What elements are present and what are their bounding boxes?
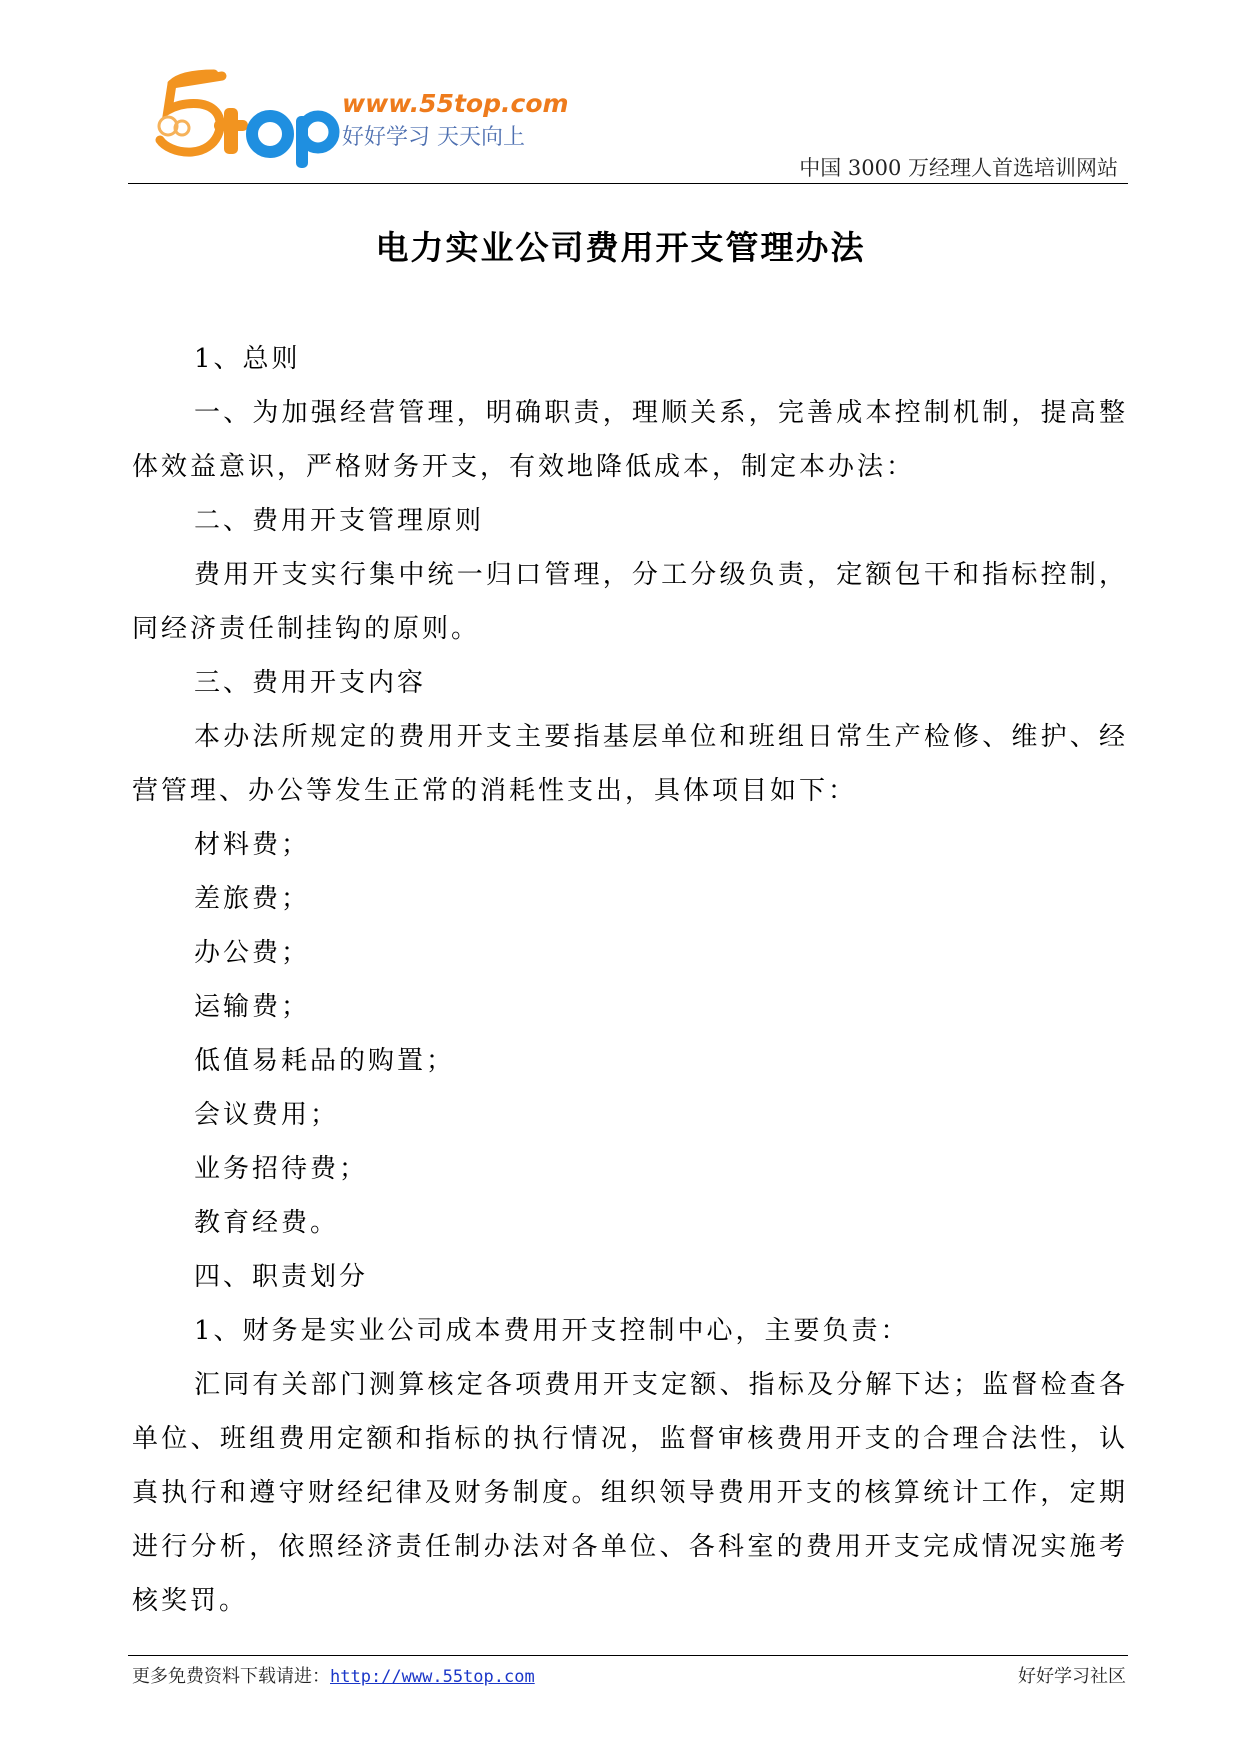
paragraph: 四、职责划分 — [194, 1262, 369, 1292]
list-item: 业务招待费； — [194, 1154, 369, 1184]
logo-url-text: www.55top.com — [342, 89, 569, 118]
footer-community: 好好学习社区 — [1018, 1666, 1126, 1687]
logo-graphic — [146, 66, 666, 178]
list-item: 差旅费； — [194, 884, 311, 914]
paragraph: 1、总则 — [194, 344, 301, 374]
header-divider — [128, 183, 1128, 184]
paragraph: 本办法所规定的费用开支主要指基层单位和班组日常生产检修、维护、经营管理、办公等发生正常的消耗性支出，具体项目如下： — [132, 722, 1128, 806]
list-item: 低值易耗品的购置； — [194, 1046, 456, 1076]
list-item: 教育经费。 — [194, 1208, 340, 1238]
paragraph: 三、费用开支内容 — [194, 668, 427, 698]
page-header — [128, 66, 1128, 184]
document-body — [132, 332, 1128, 1628]
paragraph: 汇同有关部门测算核定各项费用开支定额、指标及分解下达；监督检查各单位、班组费用定额和指标的执行情况，监督审核费用开支的合理合法性，认真执行和遵守财经纪律及财务制度。组织领导费用开支的核算统计工作，定期进行分析，依照经济责任制办法对各单位、各科室的费用开支完成情况实施考核奖罚。 — [132, 1370, 1128, 1616]
footer-divider — [128, 1655, 1128, 1656]
footer-download-note — [132, 1662, 535, 1688]
logo-slogan: 好好学习 天天向上 — [342, 125, 525, 150]
footer-prefix: 更多免费资料下载请进： — [132, 1666, 330, 1687]
paragraph: 一、为加强经营管理，明确职责，理顺关系，完善成本控制机制，提高整体效益意识，严格财务开支，有效地降低成本，制定本办法： — [132, 398, 1128, 482]
list-item: 材料费； — [194, 830, 311, 860]
list-item: 会议费用； — [194, 1100, 340, 1130]
footer-link[interactable]: http://www.55top.com — [330, 1667, 535, 1687]
list-item: 运输费； — [194, 992, 311, 1022]
paragraph: 二、费用开支管理原则 — [194, 506, 485, 536]
paragraph: 费用开支实行集中统一归口管理，分工分级负责，定额包干和指标控制，同经济责任制挂钩的原则。 — [132, 560, 1128, 644]
55top-logo — [146, 66, 666, 178]
list-item: 办公费； — [194, 938, 311, 968]
header-tagline: 中国 3000 万经理人首选培训网站 — [799, 156, 1118, 180]
paragraph: 1、财务是实业公司成本费用开支控制中心，主要负责： — [194, 1316, 910, 1346]
document-title: 电力实业公司费用开支管理办法 — [375, 228, 866, 267]
